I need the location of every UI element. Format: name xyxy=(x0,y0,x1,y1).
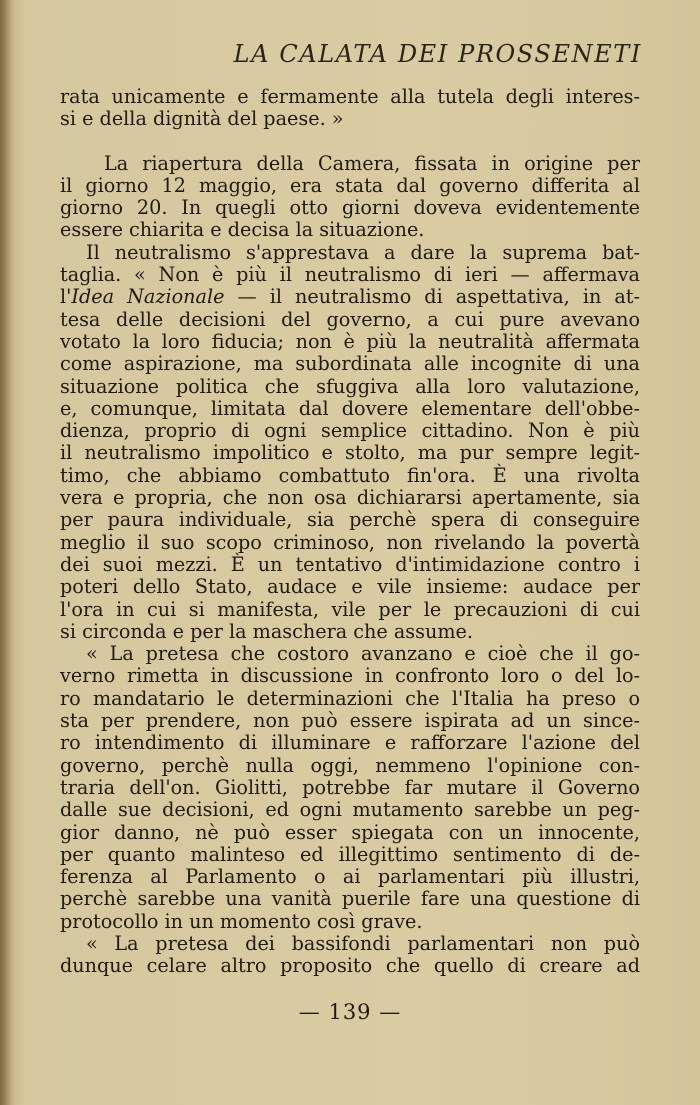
paragraph xyxy=(60,933,640,978)
text-line: dienza, proprio di ogni semplice cittadino. Non è più xyxy=(60,419,640,443)
text-line: si circonda e per la maschera che assume. xyxy=(60,619,473,643)
text-line: timo, che abbiamo combattuto fin'ora. È una rivolta xyxy=(60,463,640,487)
text-line: « La pretesa che costoro avanzano e cioè che il go- xyxy=(86,642,640,666)
running-head: LA CALATA DEI PROSSENETI xyxy=(233,40,642,68)
text-line: La riapertura della Camera, fissata in origine per xyxy=(104,151,640,175)
paragraph xyxy=(60,242,640,643)
text-line: gior danno, nè può esser spiegata con un innocente, xyxy=(60,820,640,844)
text-line: tesa delle decisioni del governo, a cui pure avevano xyxy=(60,307,640,331)
text-line: protocollo in un momento così grave. xyxy=(60,909,423,933)
text-line: traria dell'on. Giolitti, potrebbe far mutare il Governo xyxy=(60,775,640,799)
text-line: vera e propria, che non osa dichiararsi apertamente, sia xyxy=(60,486,640,510)
text-line: l'Idea Nazionale — il neutralismo di aspettativa, in at- xyxy=(60,285,640,309)
text-line: votato la loro fiducia; non è più la neutralità affermata xyxy=(60,329,640,353)
newspaper-title: Idea Nazionale xyxy=(71,285,225,309)
text-line: ferenza al Parlamento o ai parlamentari più illustri, xyxy=(60,865,640,889)
text-line: si e della dignità del paese. » xyxy=(60,107,344,131)
text-line: ro intendimento di illuminare e rafforzare l'azione del xyxy=(60,731,640,755)
text-line: per paura individuale, sia perchè spera di conseguire xyxy=(60,508,640,532)
text-line: il giorno 12 maggio, era stata dal governo differita al xyxy=(60,173,640,197)
paragraph xyxy=(60,86,640,131)
text-line: ro mandatario le determinazioni che l'Italia ha preso o xyxy=(60,686,640,710)
paragraph xyxy=(60,643,640,933)
page-number: — 139 — xyxy=(298,1000,402,1024)
text-line: verno rimetta in discussione in confronto loro o del lo- xyxy=(60,664,640,688)
text-line: poteri dello Stato, audace e vile insieme: audace per xyxy=(60,575,640,599)
text-line: l'ora in cui si manifesta, vile per le precauzioni di cui xyxy=(60,597,640,621)
text-line: e, comunque, limitata dal dovere elementare dell'obbe- xyxy=(60,396,640,420)
text-line: « La pretesa dei bassifondi parlamentari non può xyxy=(86,931,640,955)
text-line: meglio il suo scopo criminoso, non rivelando la povertà xyxy=(60,530,640,554)
text-line: governo, perchè nulla oggi, nemmeno l'opinione con- xyxy=(60,753,640,777)
text-line: dunque celare altro proposito che quello di creare ad xyxy=(60,954,640,978)
text-line: rata unicamente e fermamente alla tutela degli interes- xyxy=(60,85,640,108)
text-line: situazione politica che sfuggiva alla loro valutazione, xyxy=(60,374,640,398)
text-line: dalle sue decisioni, ed ogni mutamento sarebbe un peg- xyxy=(60,798,640,822)
text-line: giorno 20. In quegli otto giorni doveva evidentemente xyxy=(60,196,640,220)
paragraph xyxy=(60,153,640,242)
body-text xyxy=(60,86,640,978)
text-line: Il neutralismo s'apprestava a dare la suprema bat- xyxy=(86,240,640,264)
text-line: come aspirazione, ma subordinata alle incognite di una xyxy=(60,352,640,376)
text-line: taglia. « Non è più il neutralismo di ieri — affermava xyxy=(60,263,640,287)
text-line: essere chiarita e decisa la situazione. xyxy=(60,218,425,242)
paragraph-gap xyxy=(60,131,640,153)
text-line: perchè sarebbe una vanità puerile fare una questione di xyxy=(60,887,640,911)
text-line: il neutralismo impolitico e stolto, ma pur sempre legit- xyxy=(60,441,640,465)
text-line: dei suoi mezzi. È un tentativo d'intimidazione contro i xyxy=(60,552,640,576)
binding-shadow xyxy=(0,0,14,1105)
text-line: per quanto malinteso ed illegittimo sentimento di de- xyxy=(60,842,640,866)
text-line: sta per prendere, non può essere ispirata ad un since- xyxy=(60,709,640,733)
